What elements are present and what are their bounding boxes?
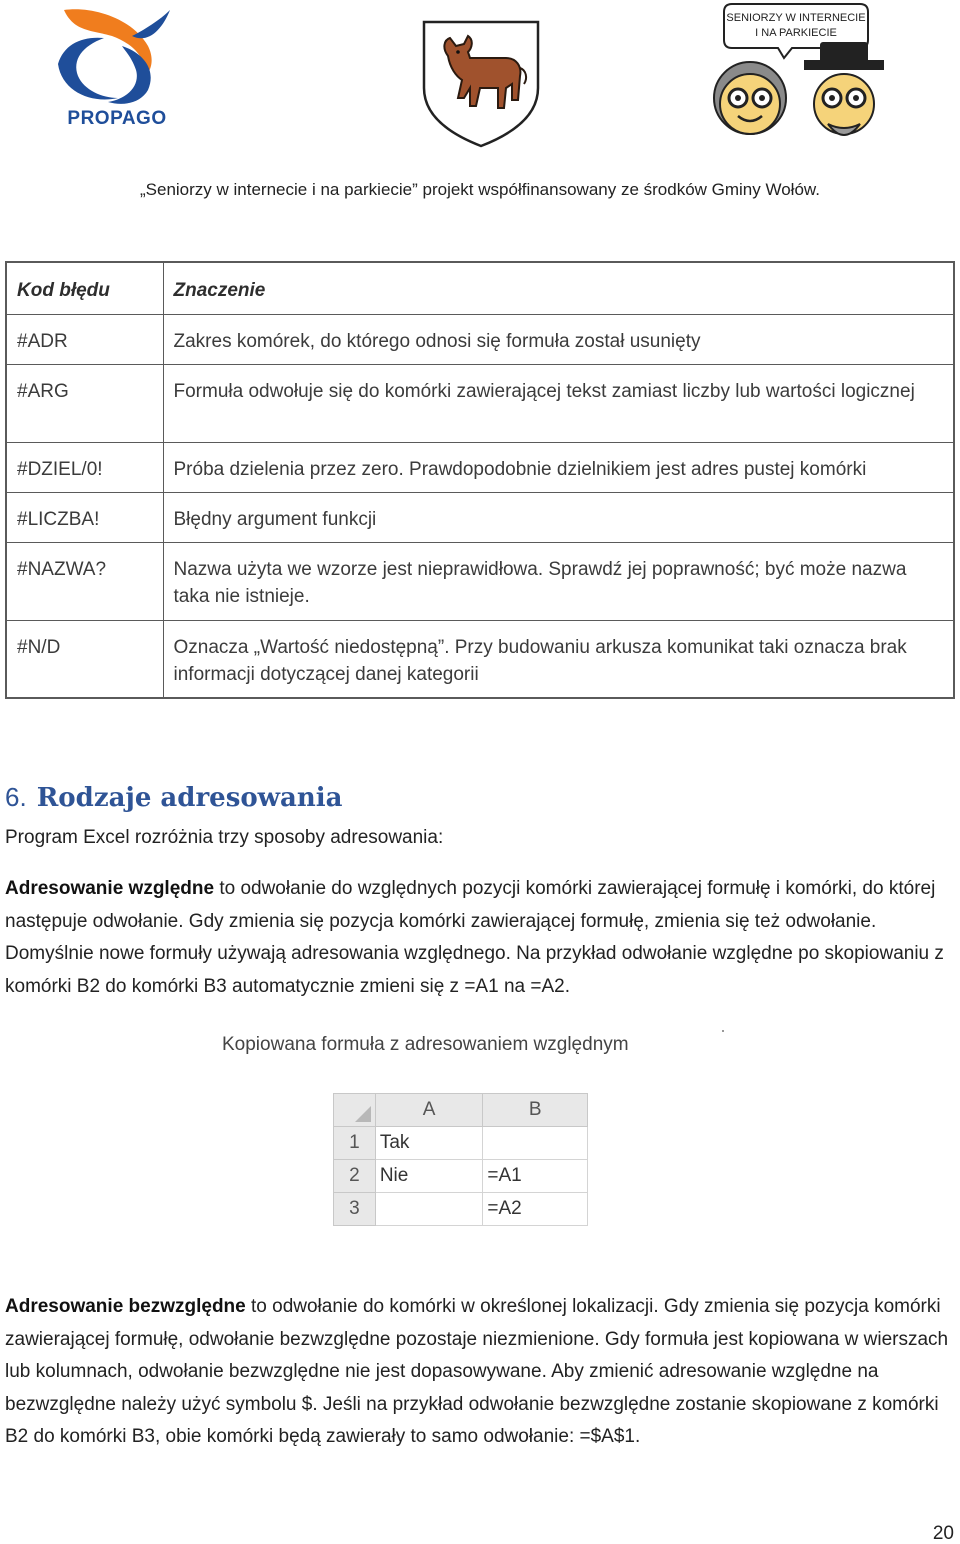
cell-b2: =A1 xyxy=(483,1160,588,1193)
relative-addressing-term: Adresowanie względne xyxy=(5,878,215,899)
error-meaning-cell: Zakres komórek, do którego odnosi się formuła został usunięty xyxy=(163,314,954,364)
section-intro: Program Excel rozróżnia trzy sposoby adresowania: xyxy=(5,827,444,848)
seniors-bubble-line-1: SENIORZY W INTERNECIE xyxy=(726,12,866,24)
error-code-cell: #NAZWA? xyxy=(6,542,163,620)
table-row xyxy=(6,492,954,542)
relative-addressing-text: to odwołanie do względnych pozycji komórki zawierającej formułę i komórki, do której następuje odwołanie. Gdy zmienia się pozycja komórki zawierającej formułę, zmienia się też odwołanie. Domyślnie nowe formuły używają adresowania względnego. Na przykład odwołanie względne po skopiowaniu z komórki B2 do komórki B3 automatycznie zmieni się z =A1 na =A2. xyxy=(5,878,944,997)
row-header: 1 xyxy=(334,1127,376,1160)
absolute-addressing-term: Adresowanie bezwzględne xyxy=(5,1296,246,1317)
propago-wordmark: PROPAGO xyxy=(67,108,167,129)
table-row xyxy=(6,620,954,698)
column-header-a: A xyxy=(375,1094,483,1127)
sheet-row xyxy=(334,1127,588,1160)
cell-a1: Tak xyxy=(375,1127,483,1160)
error-meaning-cell: Formuła odwołuje się do komórki zawierającej tekst zamiast liczby lub wartości logicznej xyxy=(163,364,954,442)
row-header: 2 xyxy=(334,1160,376,1193)
error-code-cell: #DZIEL/0! xyxy=(6,442,163,492)
section-heading xyxy=(5,782,343,813)
table-row xyxy=(6,542,954,620)
column-header-b: B xyxy=(483,1094,588,1127)
coat-of-arms-bull xyxy=(420,18,542,148)
stray-dot xyxy=(722,1030,724,1032)
sheet-row xyxy=(334,1193,588,1226)
absolute-addressing-text: to odwołanie do komórki w określonej lokalizacji. Gdy zmienia się pozycja komórki zawierającej formułę, odwołanie bezwzględne pozostaje niezmienione. Gdy formuła jest kopiowana w wierszach lub kolumnach, odwołanie bezwzględne nie jest dopasowywane. Aby zmienić adresowanie względne na bezwzględne należy użyć symbolu $. Jeśli na przykład odwołanie bezwzględne zostanie skopiowane z komórki B2 do komórki B3, obie komórki będą zawierały to samo odwołanie: =$A$1. xyxy=(5,1296,949,1447)
table-row xyxy=(6,442,954,492)
section-number: 6. xyxy=(5,782,27,812)
error-meaning-cell: Próba dzielenia przez zero. Prawdopodobnie dzielnikiem jest adres pustej komórki xyxy=(163,442,954,492)
relative-addressing-paragraph xyxy=(5,873,960,1003)
error-meaning-cell: Oznacza „Wartość niedostępną”. Przy budowaniu arkusza komunikat taki oznacza brak informacji dotyczącej danej kategorii xyxy=(163,620,954,698)
table-header-row xyxy=(6,262,954,314)
cell-b1 xyxy=(483,1127,588,1160)
seniors-bubble-line-2: I NA PARKIECIE xyxy=(755,27,837,39)
table-row xyxy=(6,314,954,364)
error-code-cell: #ADR xyxy=(6,314,163,364)
project-funding-line: „Seniorzy w internecie i na parkiecie” projekt współfinansowany ze środków Gminy Wołów. xyxy=(140,180,820,199)
spreadsheet-example xyxy=(333,1093,588,1226)
select-all-corner xyxy=(334,1094,376,1127)
column-header-code: Kod błędu xyxy=(6,262,163,314)
cell-b3: =A2 xyxy=(483,1193,588,1226)
error-code-cell: #N/D xyxy=(6,620,163,698)
propago-logo xyxy=(52,6,182,130)
absolute-addressing-paragraph xyxy=(5,1291,960,1454)
sheet-header-row xyxy=(334,1094,588,1127)
section-title: Rodzaje adresowania xyxy=(36,783,343,813)
cell-a2: Nie xyxy=(375,1160,483,1193)
table-row xyxy=(6,364,954,442)
figure-caption: Kopiowana formuła z adresowaniem względnym xyxy=(222,1034,629,1055)
page-number: 20 xyxy=(932,1523,954,1544)
column-header-meaning: Znaczenie xyxy=(163,262,954,314)
error-code-cell: #LICZBA! xyxy=(6,492,163,542)
error-meaning-cell: Błędny argument funkcji xyxy=(163,492,954,542)
sheet-row xyxy=(334,1160,588,1193)
error-codes-table xyxy=(5,261,955,699)
error-code-cell: #ARG xyxy=(6,364,163,442)
error-meaning-cell: Nazwa użyta we wzorze jest nieprawidłowa. Sprawdź jej poprawność; być może nazwa taka nie istnieje. xyxy=(163,542,954,620)
seniors-logo xyxy=(698,0,894,150)
row-header: 3 xyxy=(334,1193,376,1226)
cell-a3 xyxy=(375,1193,483,1226)
